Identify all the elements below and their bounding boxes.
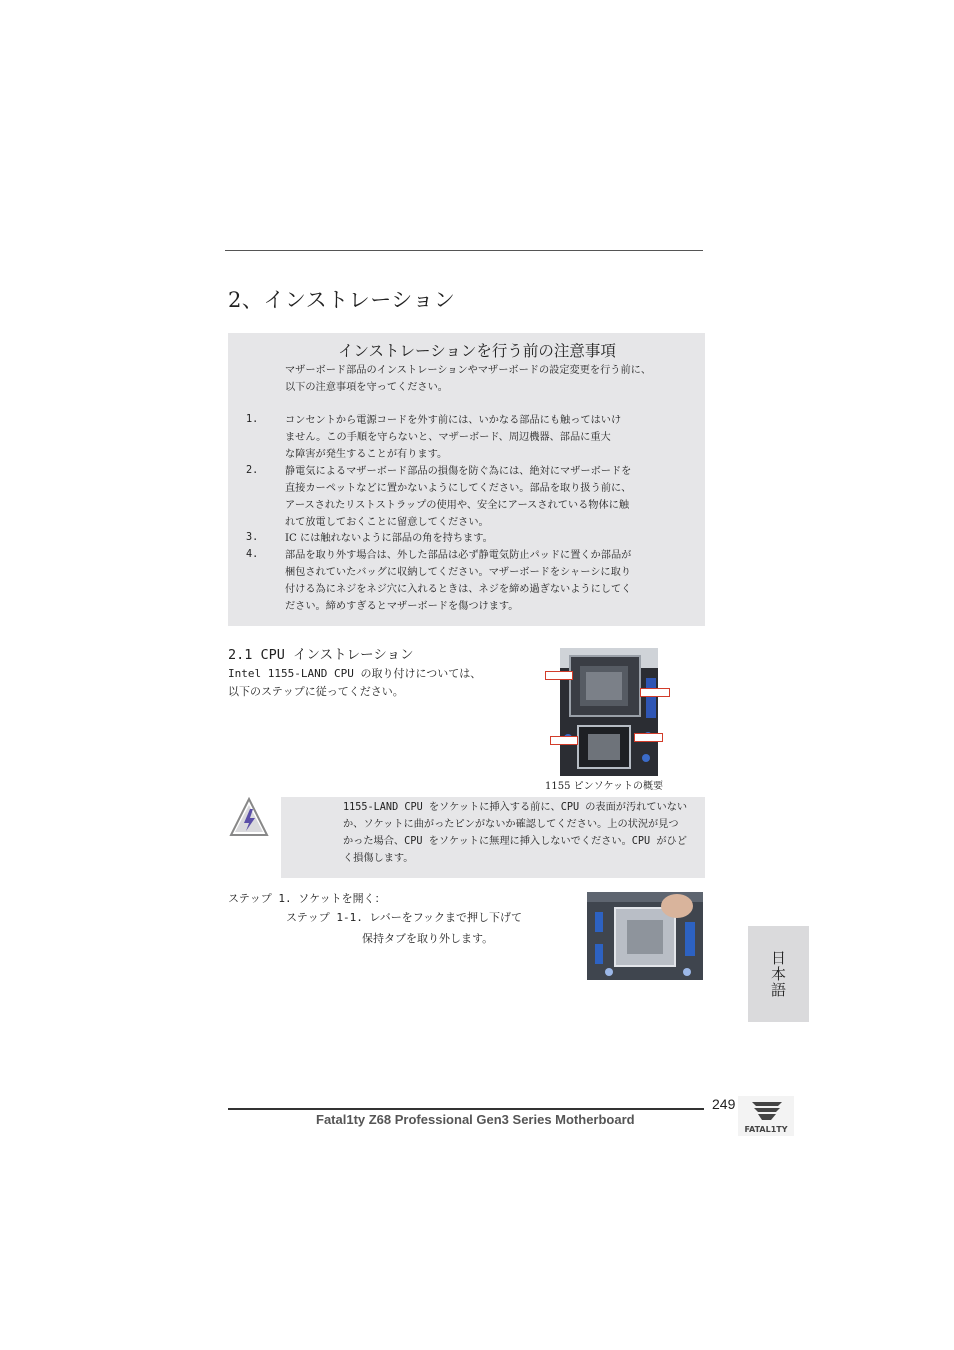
top-divider [225, 250, 703, 251]
photo-label-tag [550, 736, 578, 745]
item-line: 部品を取り外す場合は、外した部品は必ず静電気防止パッドに置くか部品が [285, 550, 632, 561]
item-number: 4. [246, 549, 259, 560]
item-line: IC には触れないように部品の角を持ちます。 [285, 533, 493, 544]
footer-divider [228, 1108, 704, 1110]
warning-triangle-icon [229, 797, 269, 837]
warning-line: か、ソケットに曲がったピンがないか確認してください。上の状況が見つ [343, 819, 679, 830]
item-line: ません。この手順を守らないと、マザーボード、周辺機器、部品に重大 [285, 432, 611, 443]
fatal1ty-logo [738, 1096, 794, 1136]
step1-photo [587, 892, 703, 980]
precaution-item [285, 412, 685, 463]
section-title: 2、インストレーション [228, 288, 456, 312]
item-number: 3. [246, 532, 259, 543]
item-line: アースされたリストストラップの使用や、安全にアースされている物体に触 [285, 500, 630, 511]
warning-line: く損傷します。 [343, 853, 414, 864]
logo-text: FATAL1TY [744, 1125, 788, 1134]
photo-label-tag [640, 688, 670, 697]
item-number: 1. [246, 414, 259, 425]
precaution-item [285, 530, 685, 547]
item-number: 2. [246, 465, 259, 476]
language-label: 日本語 [769, 950, 787, 998]
photo-label-tag [545, 671, 573, 680]
step1-1-text: ステップ 1-1. レバーをフックまで押し下げて [286, 911, 522, 924]
intro-line: 以下の注意事項を守ってください。 [285, 382, 448, 393]
cpu-install-intro [228, 665, 481, 701]
item-line: 静電気によるマザーボード部品の損傷を防ぐ為には、絶対にマザーボードを [285, 466, 632, 477]
language-side-tab [748, 926, 809, 1022]
item-line: 直接カーペットなどに置かないようにしてください。部品を取り扱う前に、 [285, 483, 632, 494]
step1-1-text: 保持タブを取り外します。 [362, 932, 494, 945]
step1-title: ステップ 1. ソケットを開く： [228, 892, 386, 905]
warning-line: 1155-LAND CPU をソケットに挿入する前に、CPU の表面が汚れていない [343, 802, 688, 813]
warning-line: かった場合、CPU をソケットに無理に挿入しないでください。CPU がひど [343, 836, 687, 847]
footer-title: Fatal1ty Z68 Professional Gen3 Series Motherboard [316, 1112, 635, 1127]
photo-label-tag [634, 733, 663, 742]
page-number: 249 [712, 1096, 736, 1112]
item-line: な障害が発生することが有ります。 [285, 449, 448, 460]
warning-text [343, 799, 698, 867]
cpu-install-heading: 2.1 CPU インストレーション [228, 647, 414, 663]
socket-photo-caption: 1155 ピンソケットの概要 [545, 781, 664, 792]
intro-line: Intel 1155-LAND CPU の取り付けについては、 [228, 667, 482, 680]
precaution-item [285, 547, 685, 615]
socket-overview-photo [560, 648, 658, 776]
item-line: ださい。締めすぎるとマザーボードを傷つけます。 [285, 601, 519, 612]
item-line: コンセントから電源コードを外す前には、いかなる部品にも触ってはいけ [285, 415, 622, 426]
precautions-heading: インストレーションを行う前の注意事項 [338, 342, 616, 360]
item-line: れて放電しておくことに留意してください。 [285, 517, 489, 528]
intro-line: 以下のステップに従ってください。 [228, 685, 404, 698]
intro-line: マザーボード部品のインストレーションやマザーボードの設定変更を行う前に、 [285, 365, 652, 376]
precaution-item [285, 463, 685, 531]
precautions-intro [285, 362, 685, 396]
item-line: 梱包されていたバッグに収納してください。マザーボードをシャーシに取り [285, 567, 631, 578]
item-line: 付ける為にネジをネジ穴に入れるときは、ネジを締め過ぎないようにしてく [285, 584, 632, 595]
